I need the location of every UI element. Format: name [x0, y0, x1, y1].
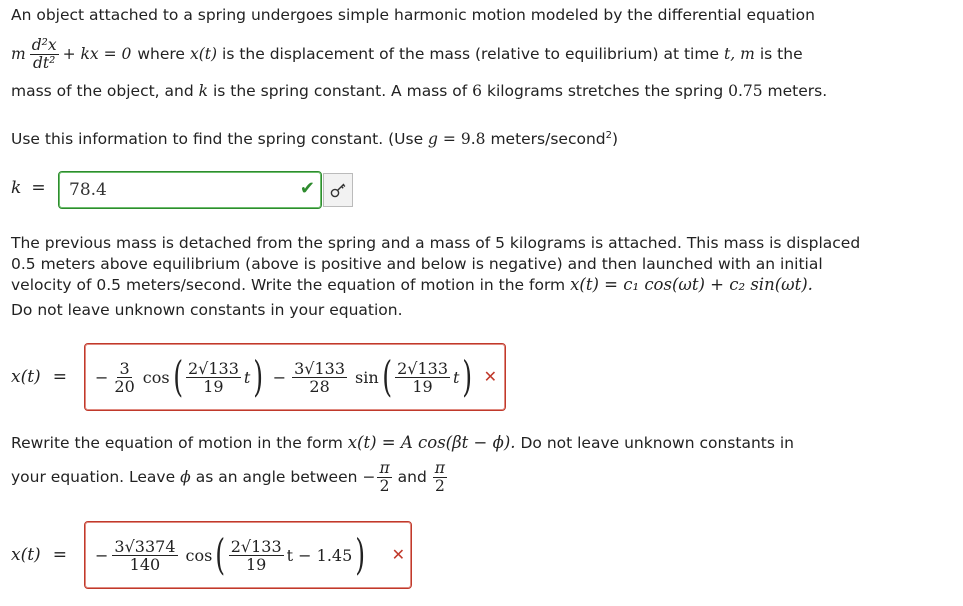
ans2-rparen2: )	[462, 352, 473, 401]
part3-and: and	[397, 468, 427, 486]
eq-denominator: dt²	[32, 53, 56, 72]
part2-form-equation: x(t) = c₁ cos(ωt) + c₂ sin(ωt).	[570, 275, 813, 294]
part3-pi-num: π	[379, 458, 390, 477]
part3-neg: −	[362, 468, 376, 486]
k-label	[11, 178, 46, 198]
ans2-lparen: (	[172, 352, 183, 401]
differential-equation	[11, 26, 803, 82]
check-icon: ✔	[299, 178, 315, 199]
xt-symbol: x(t)	[189, 45, 218, 63]
part3-phi: ϕ	[180, 468, 191, 486]
k-answer-value[interactable]: 78.4	[69, 180, 107, 200]
x-mark-icon: ✕	[391, 545, 405, 564]
part3-form-equation: x(t) = A cos(βt − ϕ).	[347, 433, 516, 452]
intro-text-line1: An object attached to a spring undergoes simple harmonic motion modeled by the differential equation	[11, 6, 815, 24]
ans3-beta	[229, 538, 284, 573]
part3-neg-pi-half	[377, 460, 391, 495]
part3-equals: =	[52, 545, 67, 565]
ans3-rparen: )	[355, 530, 366, 579]
part3-two-den2: 2	[434, 476, 445, 495]
ans3-a-den: 140	[129, 554, 161, 574]
ans2-omega2-den: 19	[412, 376, 433, 396]
displacement-text: is the displacement of the mass (relative to equilibrium) at time	[222, 45, 719, 63]
use-info-units: meters/second	[490, 130, 606, 149]
part3-line1	[11, 433, 794, 453]
part3-pi-num2: π	[434, 458, 445, 477]
ans2-t2: t	[453, 367, 460, 387]
ans2-c1-num: 3	[119, 358, 130, 378]
line3-part-d: meters.	[767, 82, 828, 100]
part2-xt: x(t)	[11, 367, 41, 387]
line3-075: 0.75	[728, 82, 763, 100]
ans2-lparen2: (	[381, 352, 392, 401]
use-info-value: = 9.8	[442, 130, 486, 149]
part2-equals: =	[52, 367, 67, 387]
ans2-c1-den: 20	[114, 376, 135, 396]
m-symbol: m	[740, 45, 755, 63]
ans2-omega-den: 19	[203, 376, 224, 396]
part3-line2	[11, 454, 447, 500]
part3-line1-text-a: Rewrite the equation of motion in the form	[11, 434, 343, 452]
part2-answer-expression[interactable]	[95, 353, 476, 401]
ans2-omega2	[395, 360, 450, 395]
ans2-t: t	[243, 367, 251, 387]
eq-rest: + kx = 0	[62, 45, 132, 63]
ans2-sin: sin	[355, 367, 379, 387]
line3-part-b: is the spring constant. A mass of	[212, 82, 468, 100]
ans2-omega	[186, 360, 241, 395]
ans2-c2	[292, 360, 347, 395]
ans2-omega-num: 2√133	[187, 358, 239, 378]
k-symbol: k	[11, 178, 22, 198]
ans3-cos: cos	[185, 545, 213, 565]
x-mark-icon: ✕	[483, 367, 497, 386]
part2-line2: 0.5 meters above equilibrium (above is positive and below is negative) and then launched with an initial	[11, 255, 823, 273]
t-symbol: t,	[724, 45, 736, 63]
part3-pi-half	[433, 460, 447, 495]
ans3-b-num: 2√133	[230, 536, 282, 556]
part2-label	[11, 367, 67, 387]
ans2-cos: cos	[142, 367, 170, 387]
ans2-c2-den: 28	[309, 376, 330, 396]
key-button[interactable]	[323, 173, 353, 207]
ans3-amplitude	[112, 538, 177, 573]
where-text: where	[137, 45, 185, 63]
ans3-t-rest: t − 1.45	[286, 545, 353, 565]
ans3-neg: −	[95, 545, 109, 565]
ans3-a-num: 3√3374	[114, 536, 176, 556]
part3-two-den: 2	[379, 476, 390, 495]
line3-k: k	[198, 82, 209, 100]
part2-line1: The previous mass is detached from the spring and a mass of 5 kilograms is attached. This mass is displaced	[11, 234, 861, 252]
part2-line3-text: velocity of 0.5 meters/second. Write the equation of motion in the form	[11, 276, 566, 294]
use-info-sup: 2	[605, 130, 613, 141]
eq-fraction	[30, 37, 59, 72]
part2-answer-field[interactable]	[84, 343, 506, 411]
is-the-text: is the	[759, 45, 803, 63]
ans2-c1	[112, 360, 136, 395]
line3-part-a: mass of the object, and	[11, 82, 194, 100]
part2-line4: Do not leave unknown constants in your equation.	[11, 301, 403, 319]
ans2-rparen: )	[253, 352, 264, 401]
use-info-part-a: Use this information to find the spring constant. (Use	[11, 130, 424, 149]
ans3-lparen: (	[215, 530, 226, 579]
use-info-text	[11, 126, 618, 149]
part3-xt: x(t)	[11, 545, 41, 565]
ans3-b-den: 19	[245, 554, 267, 574]
eq-m: m	[11, 45, 26, 63]
k-answer-field[interactable]	[58, 171, 322, 209]
line3-six: 6	[472, 82, 483, 100]
ans2-minus: −	[272, 367, 287, 387]
ans2-neg: −	[95, 367, 109, 387]
part3-answer-field[interactable]	[84, 521, 412, 589]
part2-line3	[11, 275, 813, 295]
part3-line2-text-a: your equation. Leave	[11, 468, 176, 486]
ans2-omega2-num: 2√133	[397, 358, 448, 378]
intro-text-line3	[11, 81, 827, 101]
k-equals: =	[31, 178, 46, 198]
eq-numerator: d²x	[31, 35, 57, 54]
part3-answer-expression[interactable]	[95, 531, 369, 579]
line3-part-c: kilograms stretches the spring	[486, 82, 724, 100]
part3-line1-text-b: Do not leave unknown constants in	[520, 434, 794, 452]
use-info-g: g	[428, 130, 438, 149]
ans2-c2-num: 3√133	[294, 358, 346, 378]
part3-line2-text-b: as an angle between	[195, 468, 358, 486]
key-icon	[329, 181, 347, 199]
part3-label	[11, 545, 67, 565]
use-info-close: )	[612, 130, 619, 149]
